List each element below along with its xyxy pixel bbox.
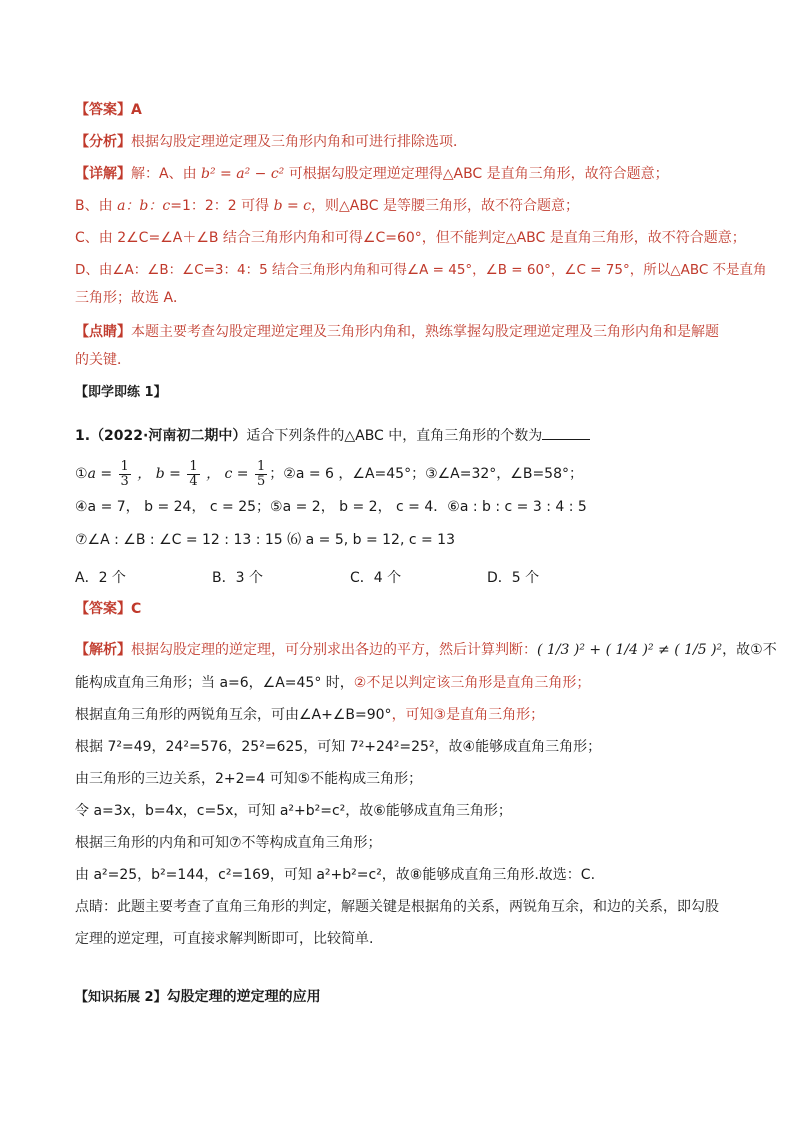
practice-heading: 【即学即练 1】 — [75, 385, 167, 400]
solution-tag: 【解析】 — [75, 642, 131, 658]
analysis-line — [75, 132, 725, 152]
fraction-numerator: 1 — [120, 458, 129, 474]
question-conditions-row-1 — [75, 456, 725, 492]
analysis-text: 根据勾股定理逆定理及三角形内角和可进行排除选项． — [131, 134, 467, 150]
detail-text: C、由 2∠C=∠A＋∠B 结合三角形内角和可得∠C=60°，但不能判定 — [75, 230, 506, 246]
detail-text: 解：A、由 — [131, 166, 197, 182]
answer-line — [75, 100, 725, 120]
option-c[interactable]: C．4 个 — [350, 570, 402, 586]
solution-line-7: 根据三角形的内角和可知⑦不等构成直角三角形； — [75, 835, 382, 851]
question-conditions-row-2: ④a = 7， b = 24， c = 25；⑤a = 2， b = 2， c = 4．⑥a : b : c = 3 : 4 : 5 — [75, 499, 587, 515]
detail-math: a：b：c — [117, 198, 171, 214]
detail-line-4 — [75, 260, 767, 280]
solution-text: ，可知③是直角三角形； — [391, 707, 545, 723]
detail-math: b² = a² − c² — [201, 166, 285, 182]
solution-text: 根据直角三角形的两锐角互余，可由∠A+∠B=90° — [75, 707, 392, 723]
detail-text: 可根据勾股定理逆定理得△ABC 是直角三角形，故符合题意； — [288, 166, 669, 182]
analysis-tag: 【分析】 — [75, 134, 131, 150]
condition-math: a = — [87, 466, 113, 482]
comment-text: 的关键． — [75, 352, 131, 368]
fraction — [255, 460, 267, 489]
option-a[interactable]: A．2 个 — [75, 570, 126, 586]
extension-tag: 【知识拓展 2】 — [75, 990, 167, 1005]
solution-line-3 — [75, 705, 725, 725]
detail-text: B、由 — [75, 198, 113, 214]
condition-text: ；②a = 6 ，∠A=45°；③∠A=32°，∠B=58°； — [269, 466, 583, 482]
detail-text: △ABC 不是直角 — [670, 262, 767, 278]
detail-text: D、由∠A：∠B：∠C=3：4：5 结合三角形内角和可得∠A = 45°，∠B = 60°，∠C = 75°，所以 — [75, 262, 671, 278]
fraction — [187, 460, 199, 489]
fraction-numerator: 1 — [257, 458, 266, 474]
detail-line-5 — [75, 288, 725, 308]
detail-math: b = c — [273, 198, 312, 214]
question-conditions-row-3: ⑦∠A : ∠B : ∠C = 12 : 13 : 15 ⑹ a = 5, b = 12, c = 13 — [75, 532, 455, 548]
fraction-denominator: 3 — [120, 473, 129, 489]
solution-line-6: 令 a=3x，b=4x，c=5x，可知 a²+b²=c²，故⑥能够成直角三角形； — [75, 803, 512, 819]
comment-line-1 — [75, 322, 725, 342]
condition-math: ， c = — [206, 466, 249, 482]
fraction-denominator: 5 — [257, 473, 266, 489]
question-number: 1. — [75, 428, 91, 444]
solution-text: 根据勾股定理的逆定理，可分别求出各边的平方，然后计算判断： — [131, 642, 537, 658]
detail-line-1 — [75, 164, 725, 184]
solution-text: ，故①不 — [722, 642, 777, 658]
solution-text: 能构成直角三角形；当 a=6，∠A=45° 时， — [75, 675, 354, 691]
answer-tag: 【答案】 — [75, 102, 131, 118]
detail-text: △ABC 是直角三角形，故不符合题意； — [505, 230, 746, 246]
solution-line-10: 定理的逆定理，可直接求解判断即可，比较简单. — [75, 931, 374, 947]
fraction-denominator: 4 — [189, 473, 198, 489]
answer-tag: 【答案】 — [75, 601, 131, 617]
detail-text: ，则△ABC 是等腰三角形，故不符合题意； — [311, 198, 579, 214]
fraction-numerator: 1 — [189, 458, 198, 474]
option-b[interactable]: B．3 个 — [212, 570, 263, 586]
detail-line-3 — [75, 228, 746, 248]
extension-heading — [75, 987, 725, 1008]
fraction — [119, 460, 131, 489]
solution-text: ②不足以判定该三角形是直角三角形； — [353, 675, 591, 691]
solution-line-2 — [75, 673, 725, 693]
detail-text: 三角形；故选 A． — [75, 290, 188, 306]
answer-value: C — [131, 601, 142, 617]
solution-line-4: 根据 7²=49，24²=576，25²=625，可知 7²+24²=25²，故④能够成直角三角形； — [75, 739, 602, 755]
detail-line-2 — [75, 196, 725, 216]
solution-math: ( 1/3 )² + ( 1/4 )² ≠ ( 1/5 )² — [537, 642, 723, 658]
comment-tag: 【点睛】 — [75, 324, 131, 340]
option-d[interactable]: D．5 个 — [487, 570, 540, 586]
question-text: 适合下列条件的△ABC 中，直角三角形的个数为 — [246, 428, 543, 444]
detail-text: =1：2：2 可得 — [170, 198, 270, 214]
question-stem — [75, 425, 725, 446]
comment-line-2 — [75, 350, 725, 370]
answer-value: A — [131, 102, 142, 118]
condition-label: ① — [75, 466, 88, 482]
answer-blank[interactable] — [542, 425, 590, 440]
detail-tag: 【详解】 — [75, 166, 131, 182]
condition-math: ， b = — [137, 466, 181, 482]
extension-title: 勾股定理的逆定理的应用 — [166, 989, 321, 1005]
solution-line-8: 由 a²=25，b²=144，c²=169，可知 a²+b²=c²，故⑧能够成直角三角形.故选：C. — [75, 867, 596, 883]
solution-line-9: 点睛：此题主要考查了直角三角形的判定，解题关键是根据角的关系，两锐角互余，和边的关系，即勾股 — [75, 899, 719, 915]
comment-text: 本题主要考查勾股定理逆定理及三角形内角和，熟练掌握勾股定理逆定理及三角形内角和是解题 — [131, 324, 719, 340]
solution-line-1 — [75, 636, 777, 664]
solution-line-5: 由三角形的三边关系，2+2=4 可知⑤不能构成三角形； — [75, 771, 423, 787]
answer-line-2 — [75, 599, 725, 619]
question-source: （2022·河南初二期中） — [90, 428, 247, 444]
